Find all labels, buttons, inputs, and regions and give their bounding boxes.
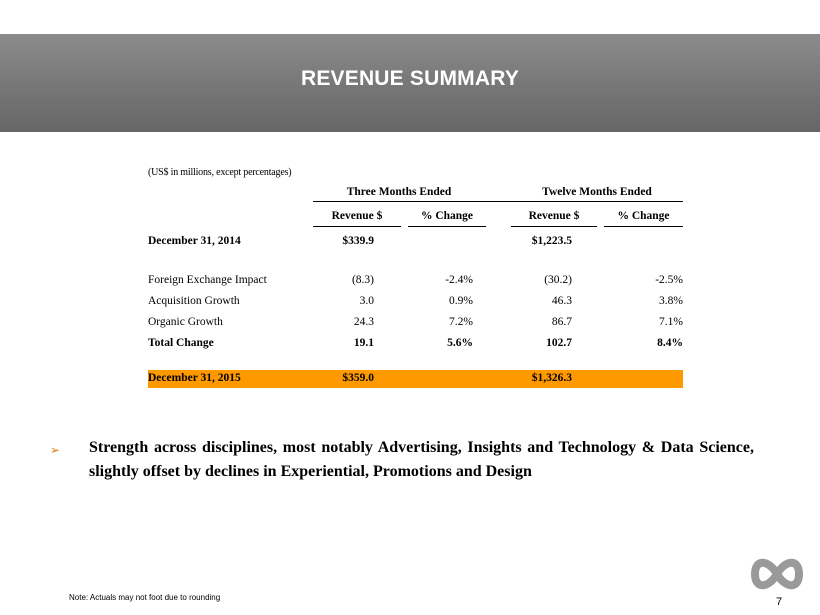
table-row-fx-impact [148,272,683,290]
cell-change-12m: 3.8% [659,295,683,307]
col-header-revenue-3m: Revenue $ [331,210,383,222]
cell-change-12m: 7.1% [659,316,683,328]
table-row-dec-2014 [148,233,683,251]
col-header-rule [313,226,401,227]
cell-change-3m: -2.4% [445,274,473,286]
group-header-three-months: Three Months Ended [346,186,452,198]
cell-revenue-3m: 24.3 [353,316,374,328]
footnote: Note: Actuals may not foot due to rounding [69,593,221,602]
page-number: 7 [776,596,783,608]
row-label: December 31, 2014 [148,235,241,247]
cell-revenue-3m: 3.0 [359,295,374,307]
row-label: Acquisition Growth [148,295,240,307]
cell-revenue-3m: $359.0 [342,372,374,384]
row-label: Organic Growth [148,316,223,328]
col-header-rule [511,226,597,227]
row-label: Total Change [148,337,214,349]
cell-change-3m: 7.2% [449,316,473,328]
units-note: (US$ in millions, except percentages) [148,167,292,178]
table-row-dec-2015 [148,370,683,388]
cell-change-12m: 8.4% [657,337,683,349]
cell-revenue-3m: (8.3) [351,274,374,286]
col-header-rule [604,226,683,227]
bullet-text: Strength across disciplines, most notably Advertising, Insights and Technology & Data Science, slightly offset by declines in Experiential, Promotions and Design [89,439,754,480]
group-header-twelve-months: Twelve Months Ended [542,186,652,198]
cell-revenue-12m: 102.7 [546,337,572,349]
cell-change-3m: 0.9% [449,295,473,307]
table-row-total-change [148,335,683,353]
cell-revenue-12m: 46.3 [551,295,572,307]
cell-change-12m: -2.5% [655,274,683,286]
slide-title: REVENUE SUMMARY [300,67,520,90]
row-label: Foreign Exchange Impact [148,274,267,286]
title-banner [0,34,820,132]
cell-revenue-3m: $339.9 [342,235,374,247]
col-header-change-12m: % Change [617,210,670,222]
cell-revenue-12m: $1,326.3 [531,372,572,384]
table-row-acquisition [148,293,683,311]
cell-revenue-3m: 19.1 [353,337,374,349]
table-top-rule [313,201,683,202]
cell-revenue-12m: 86.7 [551,316,572,328]
infinity-logo-icon [749,552,805,596]
cell-revenue-12m: $1,223.5 [531,235,572,247]
col-header-rule [408,226,486,227]
table-row-organic [148,314,683,332]
cell-revenue-12m: (30.2) [544,274,572,286]
col-header-revenue-12m: Revenue $ [528,210,580,222]
row-label: December 31, 2015 [148,372,241,384]
col-header-change-3m: % Change [420,210,474,222]
cell-change-3m: 5.6% [447,337,473,349]
arrow-bullet-icon: ➢ [50,443,61,457]
